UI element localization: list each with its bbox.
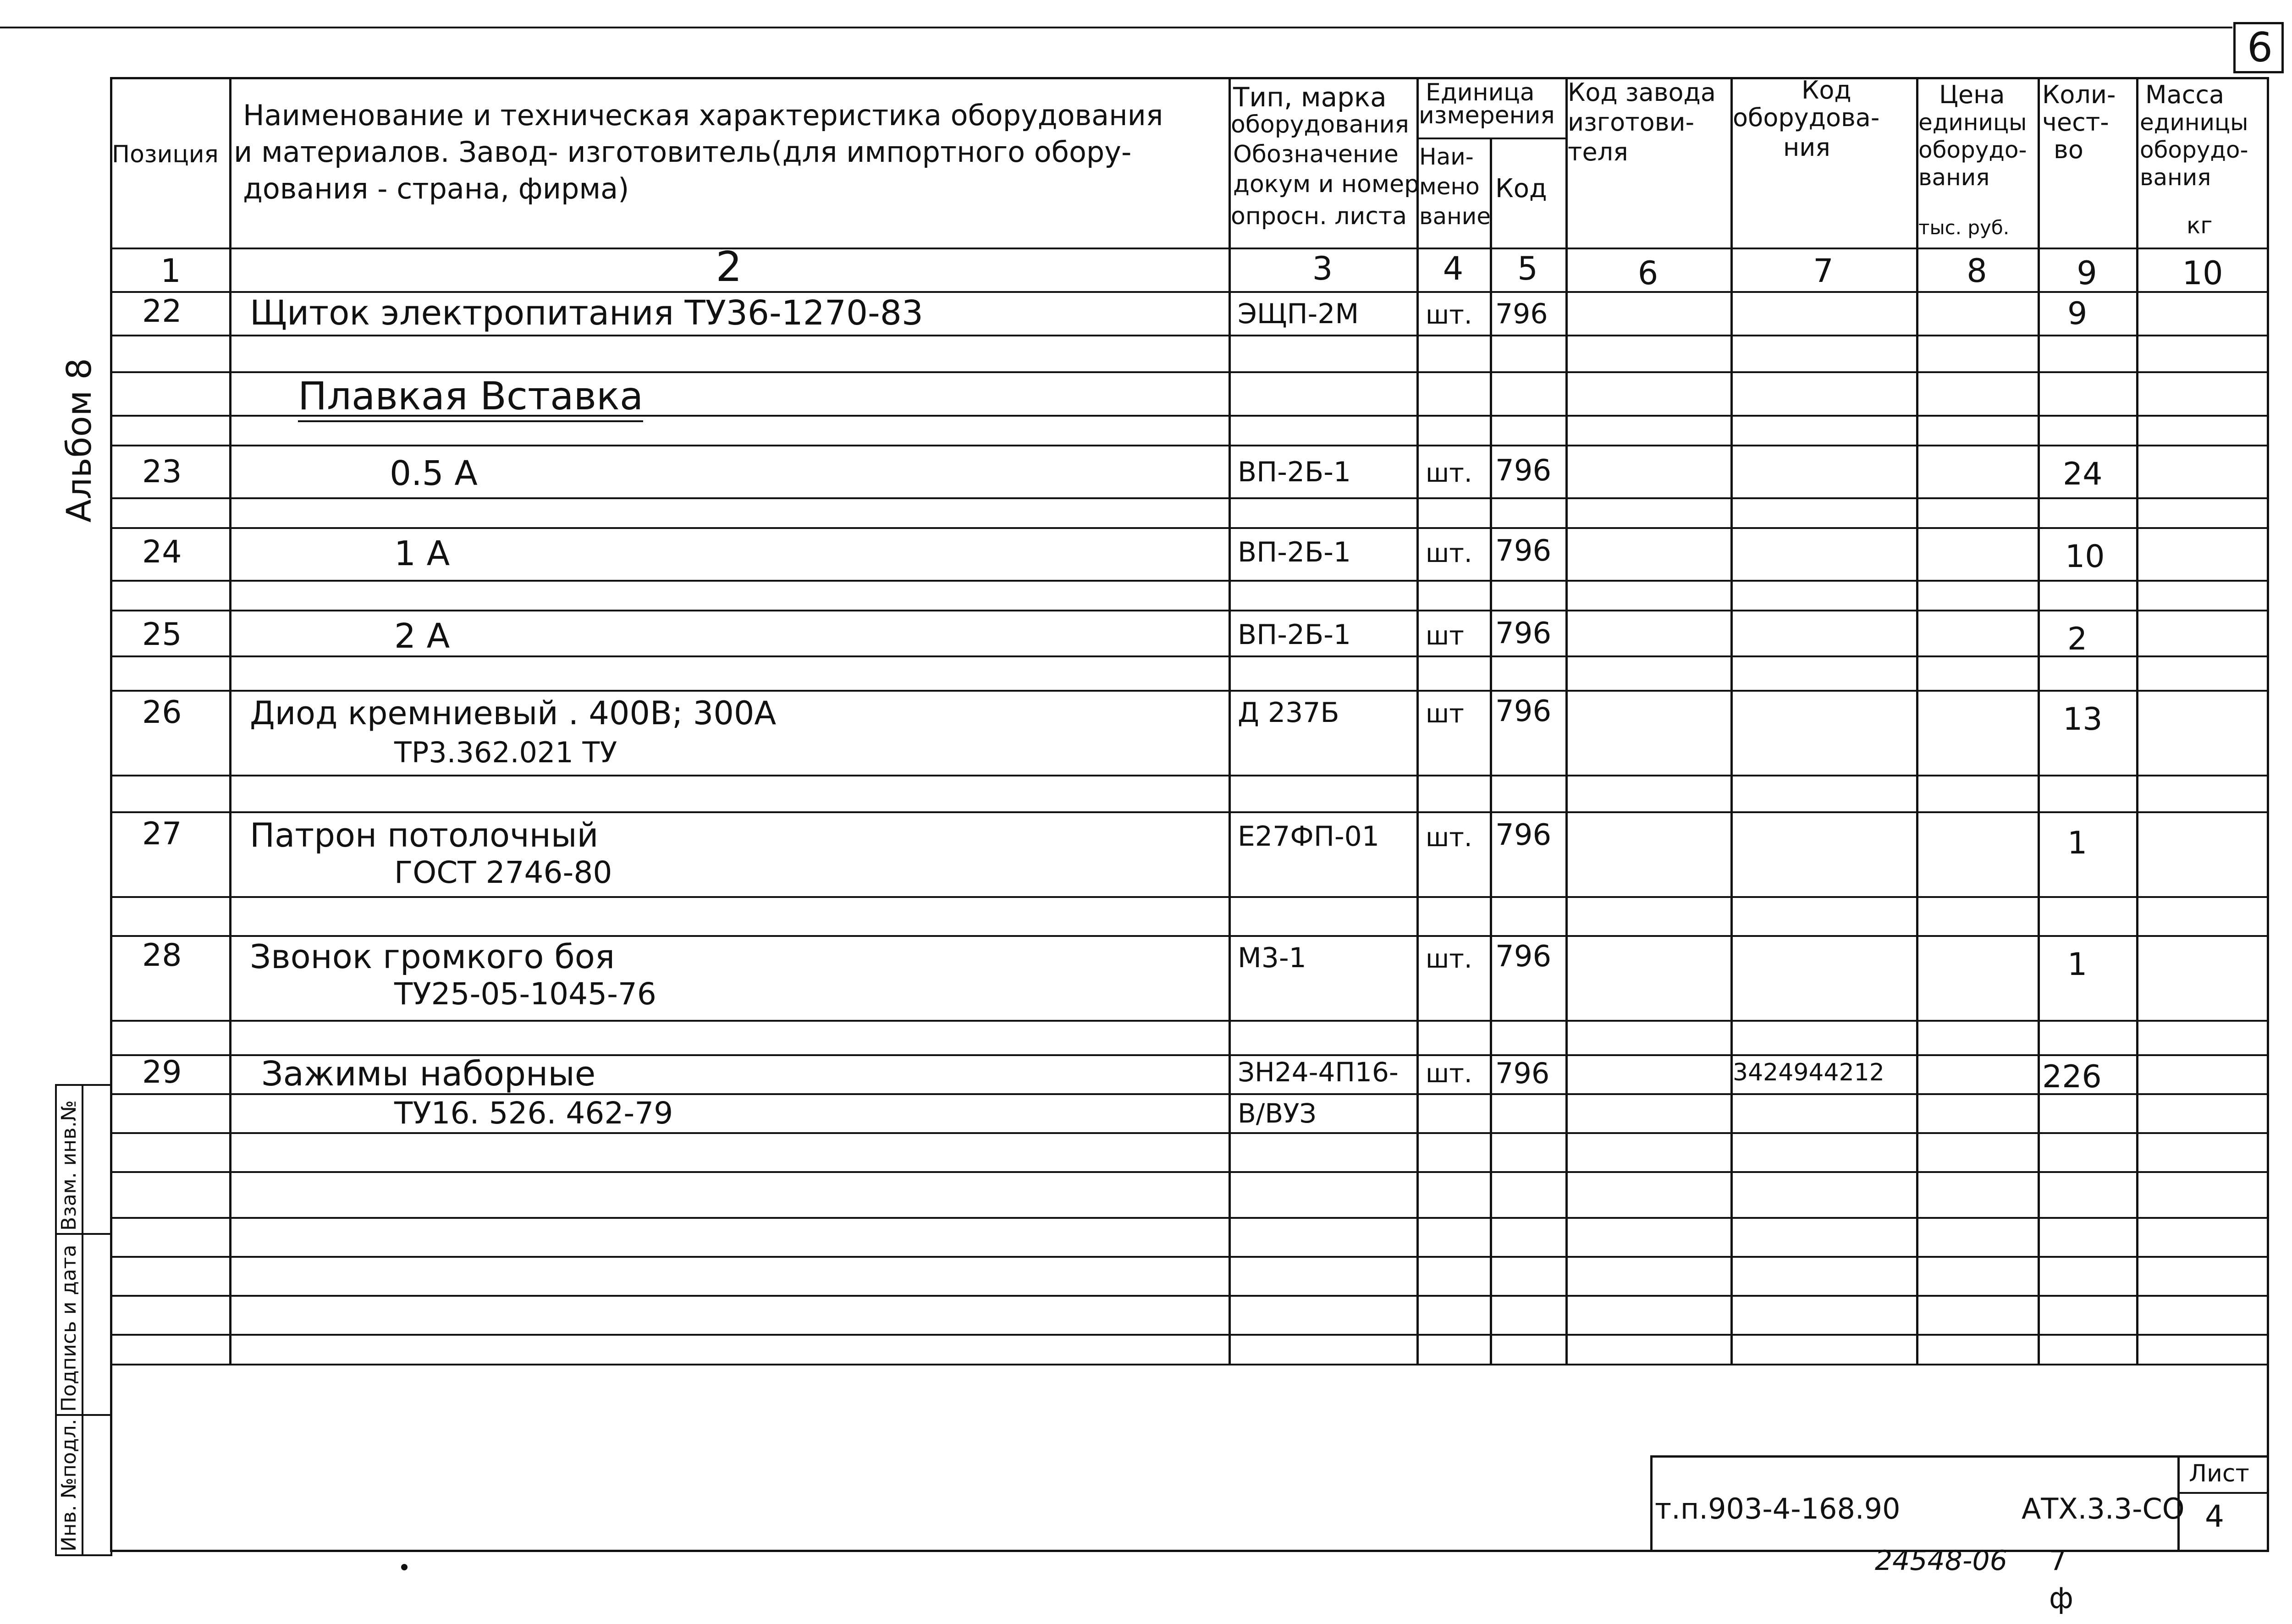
row24-code: 796 <box>1495 534 1552 568</box>
row28-name: Звонок громкого боя <box>250 937 615 976</box>
colnum-10: 10 <box>2182 254 2223 292</box>
row-rule <box>110 775 2269 776</box>
row27-name2: ГОСТ 2746-80 <box>394 855 612 890</box>
header-unit-2: измерения <box>1419 102 1555 129</box>
stamp-inv-no: Инв. №подл. <box>57 1419 81 1552</box>
colnum-2: 2 <box>716 243 742 291</box>
header-type-1: Тип, марка <box>1233 82 1387 113</box>
side-stamp-divider <box>82 1084 83 1556</box>
row29-equip-code: 3424944212 <box>1733 1059 1884 1086</box>
row-rule <box>110 527 2269 529</box>
stamp-replace-inv: Взам. инв.№ <box>57 1100 81 1231</box>
row26-unit: шт <box>1426 699 1464 729</box>
row28-qty: 1 <box>2067 947 2088 983</box>
row-rule <box>110 497 2269 499</box>
header-name-line1: Наименование и техническая характеристика оборудования <box>243 99 1163 132</box>
header-unit-name-1: Наи- <box>1419 143 1474 170</box>
row-rule <box>110 1217 2269 1219</box>
header-mass-4: вания <box>2140 164 2211 191</box>
row29-unit: шт. <box>1426 1059 1472 1089</box>
stamp-signature-date: Подпись и дата <box>57 1244 81 1412</box>
row27-type: Е27ФП-01 <box>1238 820 1380 853</box>
row27-code: 796 <box>1495 818 1552 852</box>
header-unit-name-3: вание <box>1419 203 1491 230</box>
dot-mark <box>401 1564 408 1570</box>
row24-pos: 24 <box>142 534 182 570</box>
header-mass-5: кг <box>2187 212 2213 239</box>
header-name-line2: и материалов. Завод- изготовитель(для импортного обору- <box>234 135 1132 169</box>
header-mass-1: Масса <box>2145 80 2225 109</box>
colnum-9: 9 <box>2077 254 2097 292</box>
row27-name: Патрон потолочный <box>250 816 599 854</box>
row25-unit: шт <box>1426 621 1464 651</box>
unit-header-split <box>1416 138 1565 139</box>
row26-name: Диод кремниевый . 400В; 300А <box>250 694 777 732</box>
header-price-3: оборудо- <box>1918 137 2027 163</box>
row-rule <box>110 1256 2269 1258</box>
row22-unit: шт. <box>1426 300 1472 330</box>
row26-qty: 13 <box>2063 701 2103 738</box>
row29-type2: В/ВУЗ <box>1238 1098 1317 1129</box>
row25-type: ВП-2Б-1 <box>1238 619 1351 651</box>
header-unit-1: Единица <box>1426 79 1535 106</box>
row-rule <box>110 1020 2269 1022</box>
row28-pos: 28 <box>142 937 182 974</box>
archive-number: 24548-06 <box>1875 1545 2007 1577</box>
row-rule <box>110 445 2269 446</box>
row29-name: Зажимы наборные <box>261 1054 596 1094</box>
colnum-7: 7 <box>1813 252 1834 290</box>
row23-unit: шт. <box>1426 458 1472 488</box>
row23-pos: 23 <box>142 454 182 490</box>
header-mass-3: оборудо- <box>2140 137 2248 163</box>
row-rule <box>110 935 2269 937</box>
colnum-bottom-rule <box>110 291 2269 293</box>
colnum-5: 5 <box>1517 250 1538 287</box>
header-type-3: Обозначение <box>1233 141 1399 168</box>
row-rule <box>110 896 2269 898</box>
document-code: АТХ.3.3-СО <box>2022 1492 2185 1525</box>
row22-pos: 22 <box>142 293 182 330</box>
row29-name2: ТУ16. 526. 462-79 <box>394 1096 673 1131</box>
header-equip-2: оборудова- <box>1733 103 1880 132</box>
row24-name: 1 А <box>394 534 450 573</box>
title-sheet-rule <box>2177 1492 2269 1494</box>
row-rule <box>110 690 2269 692</box>
colnum-6: 6 <box>1637 254 1658 292</box>
header-price-5: тыс. руб. <box>1918 216 2010 239</box>
row-rule <box>110 1171 2269 1173</box>
header-qty-1: Коли- <box>2042 80 2116 109</box>
sheet-label: Лист <box>2189 1460 2249 1487</box>
row-rule <box>110 1364 2269 1365</box>
row-rule <box>110 371 2269 373</box>
row-rule <box>110 811 2269 813</box>
row29-code: 796 <box>1495 1057 1550 1090</box>
header-unit-name-2: мено <box>1419 173 1480 200</box>
colnum-3: 3 <box>1312 250 1333 287</box>
top-rule <box>0 27 2232 28</box>
row28-type: М3-1 <box>1238 942 1306 974</box>
row24-unit: шт. <box>1426 539 1472 568</box>
colnum-8: 8 <box>1967 252 1987 290</box>
header-mass-2: единицы <box>2140 109 2248 136</box>
row29-type: ЗН24-4П16- <box>1238 1057 1399 1088</box>
row22-name: Щиток электропитания ТУ36-1270-83 <box>250 293 923 333</box>
header-equip-3: ния <box>1783 133 1830 162</box>
row29-pos: 29 <box>142 1054 182 1090</box>
row25-qty: 2 <box>2067 621 2088 657</box>
row24-type: ВП-2Б-1 <box>1238 536 1351 568</box>
archive-number-suffix: 7 <box>2049 1545 2067 1577</box>
project-number: т.п.903-4-168.90 <box>1655 1492 1901 1525</box>
header-name-line3: дования - страна, фирма) <box>243 172 629 205</box>
side-stamp-rule <box>55 1414 112 1416</box>
header-price-1: Цена <box>1939 80 2005 109</box>
row22-code: 796 <box>1495 298 1548 330</box>
col-line-4 <box>1490 138 1492 1364</box>
row28-code: 796 <box>1495 940 1552 974</box>
header-factory-3: теля <box>1568 138 1628 166</box>
row22-type: ЭЩП-2М <box>1238 298 1359 330</box>
row27-pos: 27 <box>142 816 182 852</box>
side-stamp-rule <box>55 1233 112 1235</box>
sheet-number: 4 <box>2205 1499 2224 1534</box>
format-mark: ф <box>2049 1581 2074 1615</box>
row-rule <box>110 1132 2269 1134</box>
header-type-4: докум и номер <box>1233 171 1420 198</box>
header-price-4: вания <box>1918 164 1990 191</box>
row23-type: ВП-2Б-1 <box>1238 456 1351 488</box>
header-code: Код <box>1495 174 1547 204</box>
row26-type: Д 237Б <box>1238 697 1339 729</box>
header-type-5: опросн. листа <box>1231 203 1407 230</box>
row25-code: 796 <box>1495 617 1552 650</box>
row25-name: 2 А <box>394 617 450 656</box>
header-position: Позиция <box>112 141 219 168</box>
row-rule <box>110 1295 2269 1297</box>
header-type-2: оборудования <box>1231 111 1409 138</box>
header-factory-2: изготови- <box>1568 108 1695 137</box>
header-price-2: единицы <box>1918 109 2027 136</box>
row26-pos: 26 <box>142 694 182 731</box>
header-qty-2: чест- <box>2042 108 2109 137</box>
row-rule <box>110 610 2269 611</box>
row22-qty: 9 <box>2067 296 2088 332</box>
corner-number: 6 <box>2247 24 2273 71</box>
row23-qty: 24 <box>2063 456 2103 492</box>
row26-code: 796 <box>1495 694 1552 728</box>
row-rule <box>110 580 2269 582</box>
colnum-4: 4 <box>1443 250 1464 287</box>
row-rule <box>110 1334 2269 1336</box>
header-factory-1: Код завода <box>1568 78 1716 107</box>
row27-unit: шт. <box>1426 823 1472 853</box>
album-label: Альбом 8 <box>60 358 99 523</box>
colnum-1: 1 <box>160 252 181 290</box>
row23-name: 0.5 А <box>390 454 478 493</box>
row24-qty: 10 <box>2065 539 2105 575</box>
row23-code: 796 <box>1495 454 1552 488</box>
header-equip-1: Код <box>1802 76 1851 105</box>
row25-pos: 25 <box>142 617 182 653</box>
header-qty-3: во <box>2054 135 2083 164</box>
row-rule <box>110 335 2269 336</box>
row26-name2: ТР3.362.021 ТУ <box>394 736 617 769</box>
row28-unit: шт. <box>1426 944 1472 974</box>
row28-name2: ТУ25-05-1045-76 <box>394 976 656 1012</box>
group-fuse-label: Плавкая Вставка <box>298 374 643 422</box>
row27-qty: 1 <box>2067 825 2088 861</box>
row29-qty: 226 <box>2042 1059 2102 1095</box>
